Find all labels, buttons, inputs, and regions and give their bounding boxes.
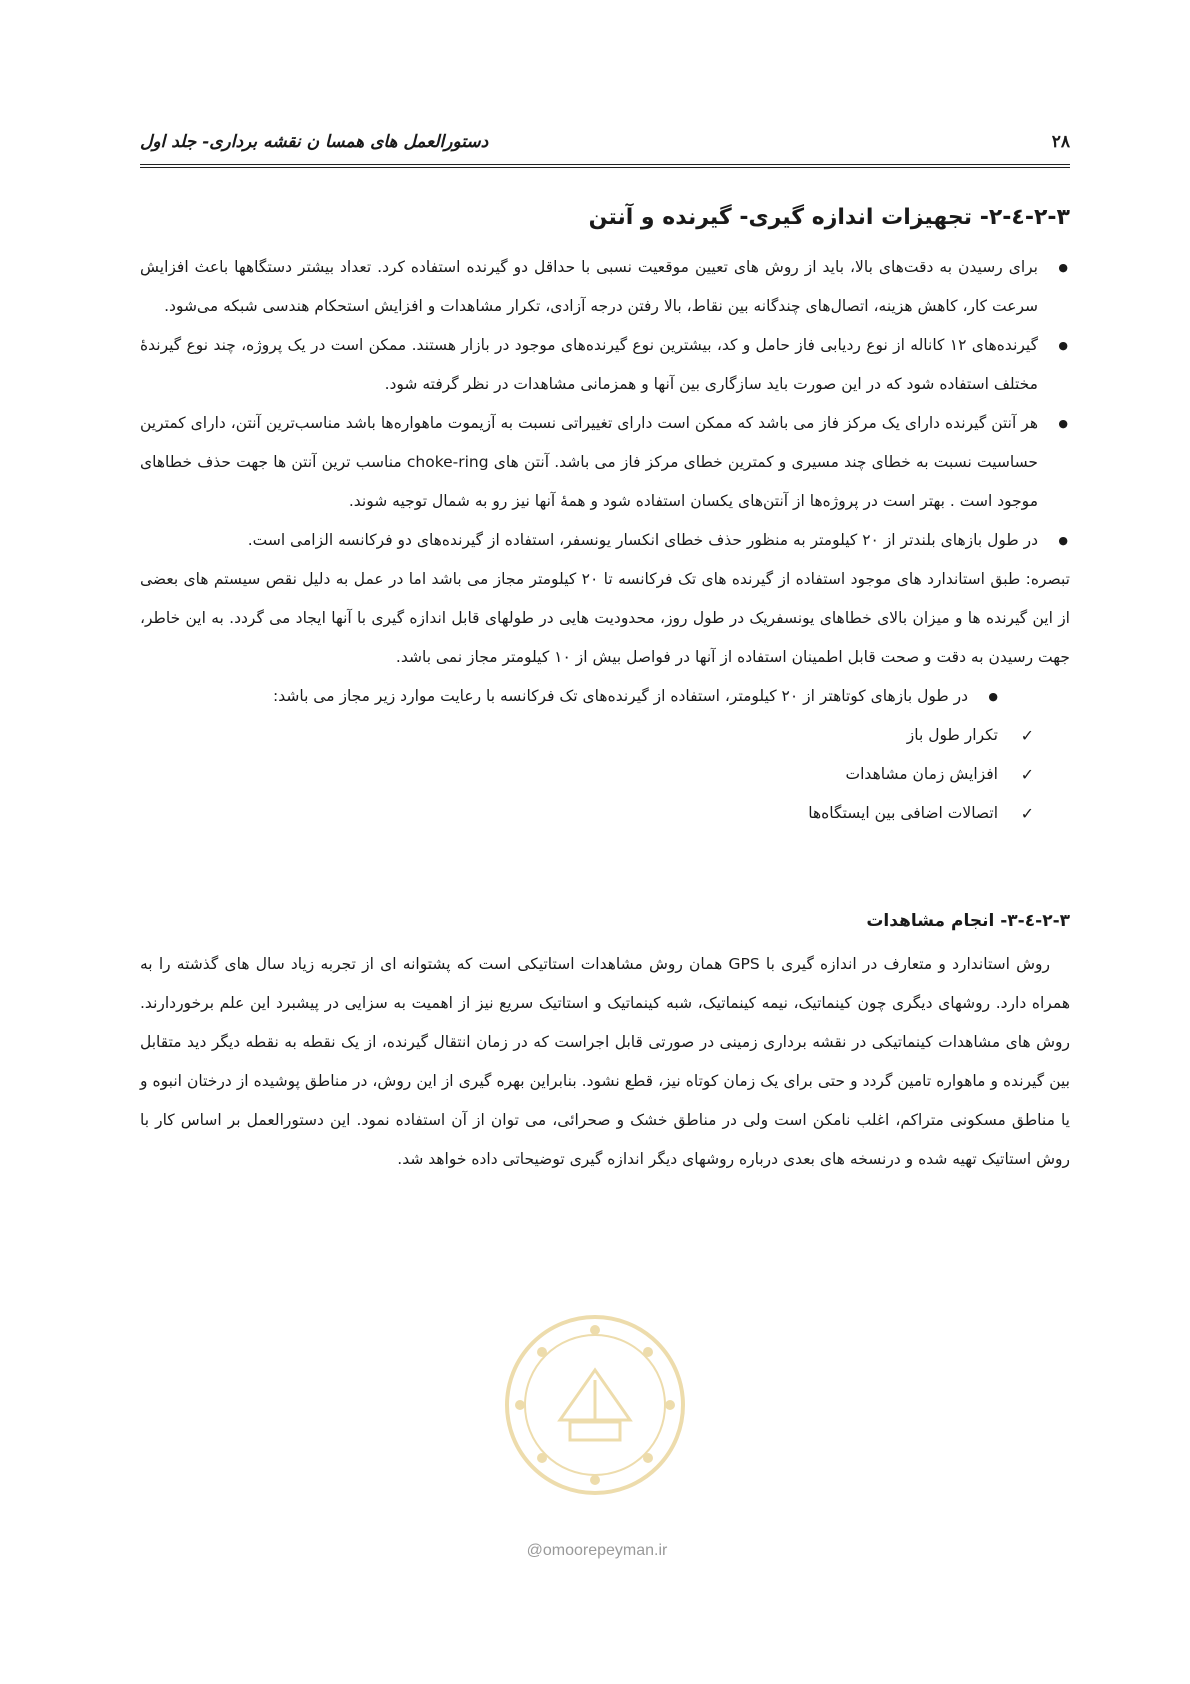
list-item: ● در طول بازهای بلندتر از ۲۰ کیلومتر به منظور حذف خطای انکسار یونسفر، استفاده از گیرنده‌های دو فرکانسه الزامی است. [140,521,1038,560]
check-item [140,755,1034,794]
section-title: ۲-۳-٤-۲- تجهیزات اندازه گیری- گیرنده و آنتن [588,205,1070,230]
short-baseline-bullet-list [140,677,1070,716]
observations-paragraph: روش استاندارد و متعارف در اندازه گیری با GPS همان روش مشاهدات استاتیکی است که پشتوانه ای از تجربه زیاد سال های گذشته را به همراه دارد. روشهای دیگری چون کینماتیک، نیمه کینماتیک، شبه کینماتیک و استاتیک سریع نیز از اهمیت به سزایی در پیشبرد این علم برخوردارند. روش های مشاهدات کینماتیکی در نقشه برداری زمینی در صورتی قابل اجراست که در زمان انتقال گیرنده، از یک نقطه به نقطه دیگر دید متقابل بین گیرنده و ماهواره تامین گردد و حتی برای یک زمان کوتاه نیز، قطع نشود. بنابراین بهره گیری از این روش، در مناطق پوشیده از درختان انبوه و یا مناطق مسکونی متراکم، اغلب نامکن است ولی در مناطق خشک و صحرائی، می توان از آن استفاده نمود. این دستورالعمل بر اساس کار با روش استاتیک تهیه شده و درنسخه های بعدی درباره روشهای دیگر اندازه گیری توضیحاتی داده خواهد شد. [140,955,1070,1168]
equipment-bullet-list [140,248,1070,560]
page-header [140,124,1070,168]
checkmark-icon: ✓ [1020,726,1034,745]
list-item: ● برای رسیدن به دقت‌های بالا، باید از روش های تعیین موقعیت نسبی با حداقل دو گیرنده استفاده کرد. تعداد بیشتر دستگاهها باعث افزایش سرعت کار، کاهش هزینه، اتصال‌های چندگانه بین نقاط، بالا رفتن درجه آزادی، تکرار مشاهدات و افزایش استحکام هندسی شبکه می‌شود. [140,248,1038,326]
checkmark-icon: ✓ [1020,804,1034,823]
note-paragraph: تبصره: طبق استاندارد های موجود استفاده از گیرنده های تک فرکانسه تا ۲۰ کیلومتر مجاز می باشد اما در عمل به دلیل نقص سیستم های بعضی از این گیرنده ها و میزان بالای خطاهای یونسفریک در طول روز، محدودیت هایی در طولهای قابل اندازه گیری با آنها ایجاد می گردد. به این خاطر، جهت رسیدن به دقت و صحت قابل اطمینان استفاده از آنها در فواصل بیش از ۱۰ کیلومتر مجاز نمی باشد. [140,570,1070,666]
list-item: ● هر آنتن گیرنده دارای یک مرکز فاز می باشد که ممکن است دارای تغییراتی نسبت به آزیموت ماهواره‌ها باشد مناسب‌ترین آنتن، دارای کمترین حساسیت نسبت به خطای چند مسیری و کمترین خطای مرکز فاز می باشد. آنتن های choke-ring مناسب ترین آنتن ها جهت حذف خطاهای موجود است . بهتر است در پروژه‌ها از آنتن‌های یکسان استفاده شود و همهٔ آنها نیز رو به شمال توجیه شوند. [140,404,1038,521]
check-item-label: اتصالات اضافی بین ایستگاه‌ها [808,804,998,822]
checkmark-icon: ✓ [1020,765,1034,784]
requirements-check-list [140,716,1070,833]
running-title: دستورالعمل های همسا ن نقشه برداری- جلد اول [140,132,489,152]
check-item-label: تکرار طول باز [906,726,998,744]
check-item-label: افزایش زمان مشاهدات [845,765,998,783]
page-number: ۲۸ [1051,132,1070,152]
check-item [140,794,1034,833]
subsection-title: ۲-۳-٤-۳- انجام مشاهدات [866,911,1070,931]
page-content [140,196,1070,1179]
watermark-url: @omoorepeyman.ir [526,1542,668,1559]
list-item: ● گیرنده‌های ۱۲ کاناله از نوع ردیابی فاز حامل و کد، بیشترین نوع گیرنده‌های موجود در بازار هستند. ممکن است در یک پروژه، چند نوع گیرندهٔ مختلف استفاده شود که در این صورت باید سازگاری بین آنها و همزمانی مشاهدات در نظر گرفته شود. [140,326,1038,404]
check-item [140,716,1034,755]
list-item: ● در طول بازهای کوتاهتر از ۲۰ کیلومتر، استفاده از گیرنده‌های تک فرکانسه با رعایت موارد زیر مجاز می باشد: [140,677,968,716]
watermark-seal-icon [500,1310,690,1500]
